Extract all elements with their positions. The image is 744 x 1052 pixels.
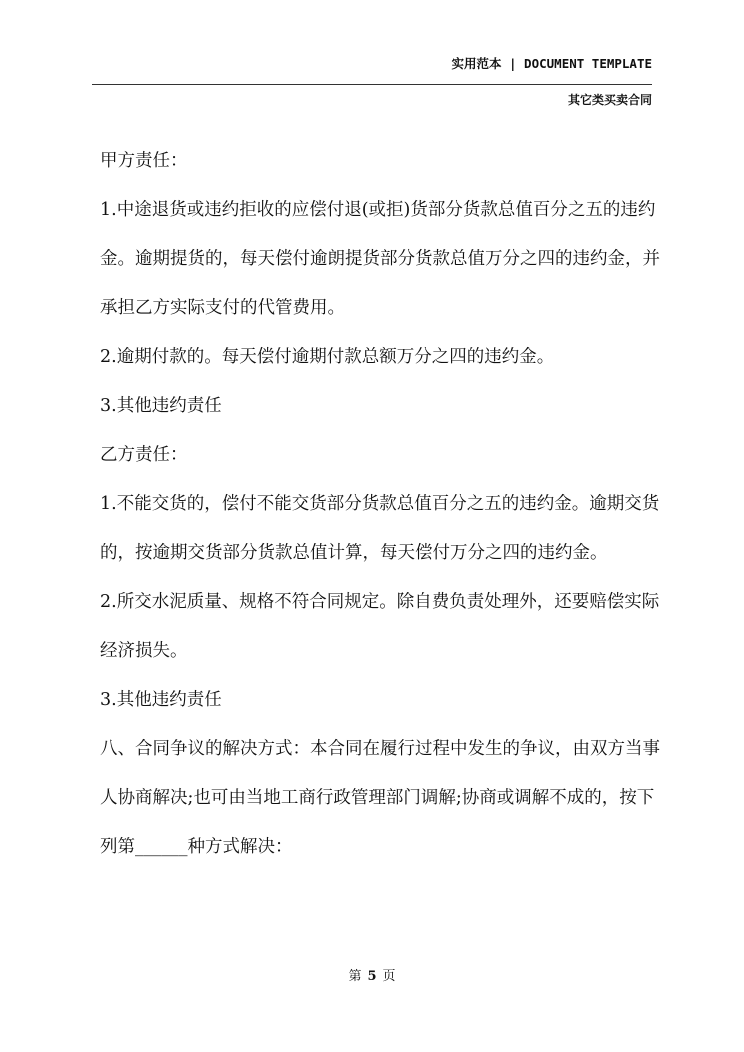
paragraph-dispute-resolution: 八、合同争议的解决方式：本合同在履行过程中发生的争议，由双方当事人协商解决;也可由当地工商行政管理部门调解;协商或调解不成的，按下列第______种方式解决： (100, 739, 660, 857)
document-body (100, 137, 660, 872)
paragraph-party-a-clause-2: 2.逾期付款的。每天偿付逾期付款总额万分之四的违约金。 (100, 347, 555, 367)
paragraph-party-a-heading: 甲方责任： (100, 151, 188, 171)
header-title: 实用范本 | DOCUMENT TEMPLATE (451, 56, 652, 71)
paragraph-party-b-heading: 乙方责任： (100, 445, 188, 465)
page-label-prefix: 第 (348, 969, 362, 984)
page-label-suffix: 页 (382, 969, 396, 984)
header-divider (92, 84, 652, 85)
paragraph-party-b-clause-1: 1.不能交货的，偿付不能交货部分货款总值百分之五的违约金。逾期交货的，按逾期交货部分货款总值计算，每天偿付万分之四的违约金。 (100, 494, 660, 563)
page-number: 5 (367, 969, 377, 984)
paragraph-party-b-clause-2: 2.所交水泥质量、规格不符合同规定。除自费负责处理外，还要赔偿实际经济损失。 (100, 592, 660, 661)
paragraph-party-a-clause-3: 3.其他违约责任 (100, 396, 222, 416)
paragraph-party-a-clause-1: 1.中途退货或违约拒收的应偿付退(或拒)货部分货款总值百分之五的违约金。逾期提货的，每天偿付逾朗提货部分货款总值万分之四的违约金，并承担乙方实际支付的代管费用。 (100, 200, 660, 318)
paragraph-party-b-clause-3: 3.其他违约责任 (100, 690, 222, 710)
header-category: 其它类买卖合同 (567, 93, 652, 107)
page-footer (0, 965, 744, 984)
